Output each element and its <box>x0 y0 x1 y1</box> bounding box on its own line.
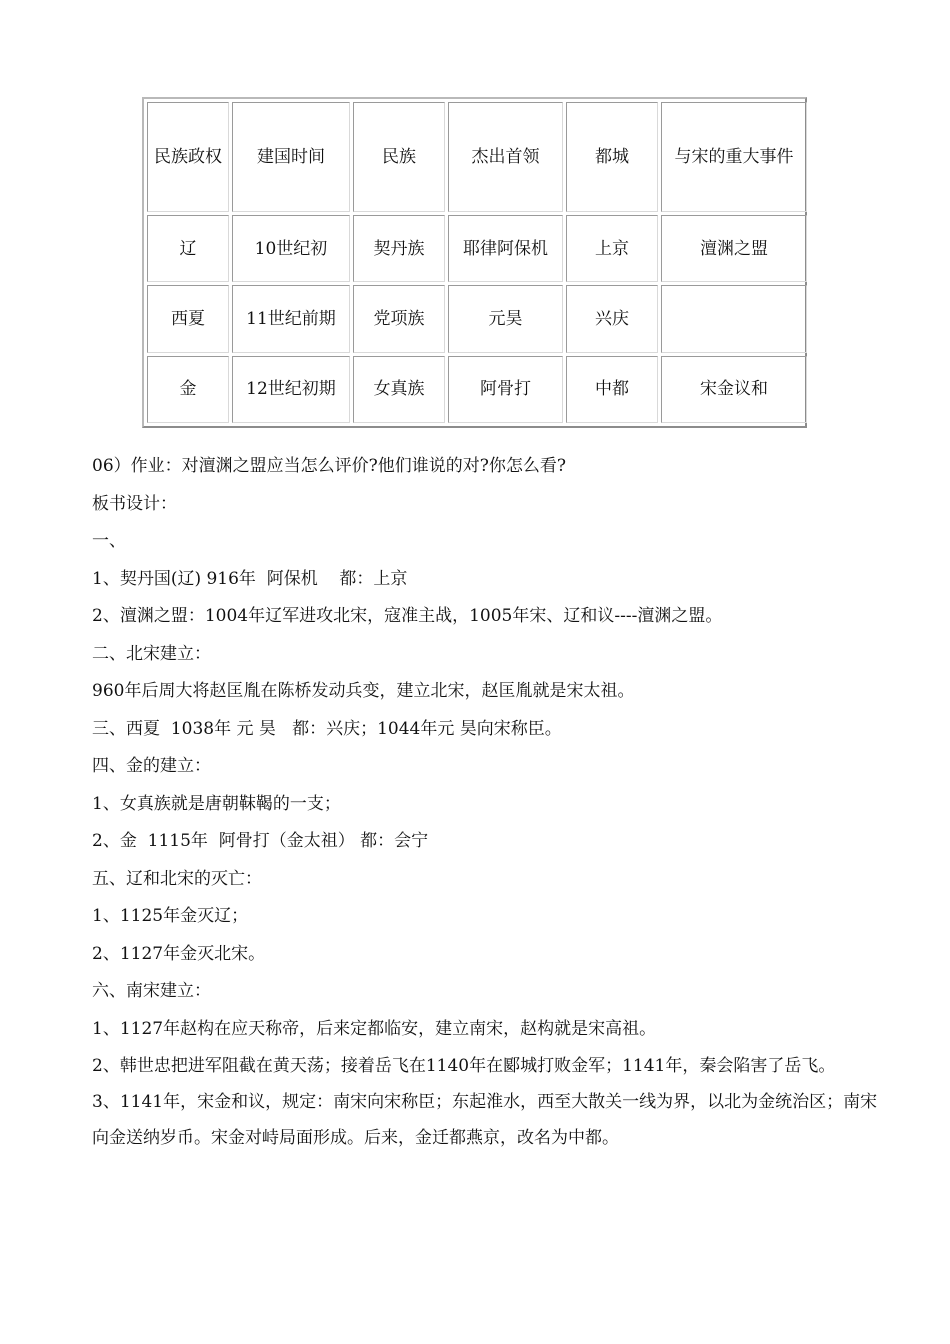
table-cell: 元昊 <box>448 285 563 352</box>
table-cell <box>661 285 807 352</box>
lesson-notes <box>92 448 882 1156</box>
section-heading: 三、西夏 1038年 元 昊 都：兴庆；1044年元 昊向宋称臣。 <box>92 718 562 739</box>
section-heading: 五、辽和北宋的灭亡： <box>92 868 262 889</box>
regimes-table <box>144 99 810 426</box>
homework-line: 06）作业：对澶渊之盟应当怎么评价?他们谁说的对?你怎么看? <box>92 456 566 476</box>
table-cell: 党项族 <box>353 285 445 352</box>
note-line: 1、契丹国(辽) 916年 阿保机 都：上京 <box>92 568 408 589</box>
section-heading: 二、北宋建立： <box>92 643 211 664</box>
table-cell: 澶渊之盟 <box>661 215 807 282</box>
table-cell: 女真族 <box>353 356 445 423</box>
section-heading: 四、金的建立： <box>92 756 211 776</box>
table-cell: 12世纪初期 <box>232 356 350 423</box>
note-paragraph: 3、1141年，宋金和议，规定：南宋向宋称臣；东起淮水，西至大散关一线为界，以北为金统治区；南宋向金送纳岁币。宋金对峙局面形成。后来，金迁都燕京，改名为中都。 <box>92 1092 878 1148</box>
note-line: 960年后周大将赵匡胤在陈桥发动兵变，建立北宋，赵匡胤就是宋太祖。 <box>92 681 635 701</box>
header-cell: 民族政权 <box>147 102 229 212</box>
note-line: 2、1127年金灭北宋。 <box>92 943 266 964</box>
header-cell: 都城 <box>566 102 658 212</box>
table-cell: 辽 <box>147 215 229 282</box>
header-cell: 杰出首领 <box>448 102 563 212</box>
table-cell: 中都 <box>566 356 658 423</box>
header-cell: 与宋的重大事件 <box>661 102 807 212</box>
table-header-row <box>147 102 807 212</box>
note-line: 1、女真族就是唐朝靺鞨的一支； <box>92 793 341 814</box>
note-line: 2、澶渊之盟：1004年辽军进攻北宋，寇准主战，1005年宋、辽和议----澶渊之盟。 <box>92 606 723 626</box>
table-cell: 西夏 <box>147 285 229 352</box>
regimes-table-frame <box>142 97 807 428</box>
table-row <box>147 356 807 423</box>
table-cell: 阿骨打 <box>448 356 563 423</box>
note-line: 2、金 1115年 阿骨打（金太祖） 都：会宁 <box>92 831 429 851</box>
note-line: 1、1125年金灭辽； <box>92 906 249 926</box>
table-cell: 契丹族 <box>353 215 445 282</box>
table-cell: 11世纪前期 <box>232 285 350 352</box>
table-cell: 10世纪初 <box>232 215 350 282</box>
table-row <box>147 215 807 282</box>
note-line: 1、1127年赵构在应天称帝，后来定都临安，建立南宋，赵构就是宋高祖。 <box>92 1018 657 1039</box>
table-cell: 宋金议和 <box>661 356 807 423</box>
section-heading: 一、 <box>92 531 126 551</box>
table-row <box>147 285 807 352</box>
table-cell: 金 <box>147 356 229 423</box>
header-cell: 建国时间 <box>232 102 350 212</box>
note-paragraph: 2、韩世忠把进军阻截在黄天荡；接着岳飞在1140年在郾城打败金军；1141年，秦会陷害了岳飞。 <box>92 1056 836 1076</box>
table-cell: 耶律阿保机 <box>448 215 563 282</box>
table-cell: 兴庆 <box>566 285 658 352</box>
section-heading: 六、南宋建立： <box>92 981 211 1001</box>
board-design-heading: 板书设计： <box>92 493 177 514</box>
header-cell: 民族 <box>353 102 445 212</box>
table-cell: 上京 <box>566 215 658 282</box>
